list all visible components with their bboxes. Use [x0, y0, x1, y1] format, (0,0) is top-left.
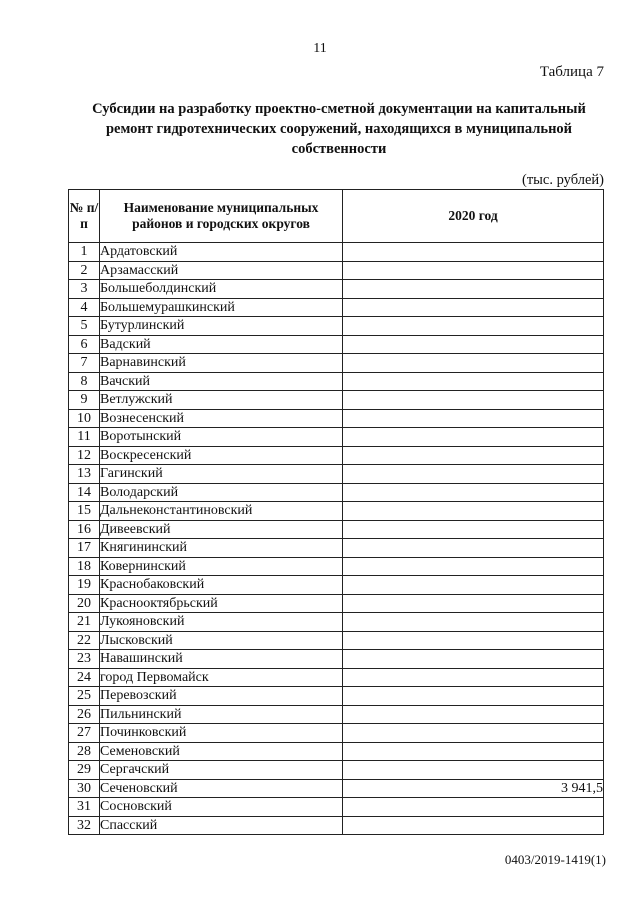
row-name: Спасский — [100, 816, 343, 835]
row-value — [343, 502, 604, 521]
row-number: 27 — [69, 724, 100, 743]
row-number: 24 — [69, 668, 100, 687]
row-name: Вадский — [100, 335, 343, 354]
row-name: Воротынский — [100, 428, 343, 447]
row-value: 3 941,5 — [343, 779, 604, 798]
row-number: 2 — [69, 261, 100, 280]
row-value — [343, 465, 604, 484]
table-row — [69, 298, 604, 317]
row-number: 23 — [69, 650, 100, 669]
row-value — [343, 631, 604, 650]
table-row — [69, 816, 604, 835]
table-header-row — [69, 190, 604, 243]
row-value — [343, 428, 604, 447]
row-value — [343, 557, 604, 576]
row-name: Починковский — [100, 724, 343, 743]
row-value — [343, 650, 604, 669]
row-value — [343, 483, 604, 502]
table-row — [69, 354, 604, 373]
row-value — [343, 298, 604, 317]
table-row — [69, 335, 604, 354]
row-name: Перевозский — [100, 687, 343, 706]
table-row — [69, 650, 604, 669]
row-name: Дальнеконстантиновский — [100, 502, 343, 521]
row-number: 32 — [69, 816, 100, 835]
units-label: (тыс. рублей) — [522, 172, 604, 188]
row-number: 19 — [69, 576, 100, 595]
row-name: Воскресенский — [100, 446, 343, 465]
row-value — [343, 668, 604, 687]
row-value — [343, 761, 604, 780]
row-value — [343, 520, 604, 539]
table-row — [69, 502, 604, 521]
row-name: Сеченовский — [100, 779, 343, 798]
table-row — [69, 779, 604, 798]
row-number: 22 — [69, 631, 100, 650]
row-value — [343, 446, 604, 465]
row-number: 29 — [69, 761, 100, 780]
table-row — [69, 742, 604, 761]
row-name: Ардатовский — [100, 243, 343, 262]
row-name: Семеновский — [100, 742, 343, 761]
row-value — [343, 317, 604, 336]
page-number: 11 — [313, 41, 327, 56]
row-value — [343, 243, 604, 262]
row-value — [343, 816, 604, 835]
row-name: Вачский — [100, 372, 343, 391]
row-number: 8 — [69, 372, 100, 391]
row-name: город Первомайск — [100, 668, 343, 687]
header-num: № п/п — [69, 190, 100, 243]
row-number: 25 — [69, 687, 100, 706]
row-name: Ветлужский — [100, 391, 343, 410]
header-name: Наименование муниципальных районов и городских округов — [100, 190, 343, 243]
row-name: Большемурашкинский — [100, 298, 343, 317]
table-row — [69, 261, 604, 280]
row-number: 28 — [69, 742, 100, 761]
row-value — [343, 594, 604, 613]
table-row — [69, 446, 604, 465]
row-name: Арзамасский — [100, 261, 343, 280]
table-row — [69, 465, 604, 484]
row-number: 7 — [69, 354, 100, 373]
row-number: 16 — [69, 520, 100, 539]
row-value — [343, 705, 604, 724]
row-number: 6 — [69, 335, 100, 354]
header-year: 2020 год — [343, 190, 604, 243]
row-name: Ковернинский — [100, 557, 343, 576]
row-name: Пильнинский — [100, 705, 343, 724]
row-value — [343, 576, 604, 595]
row-number: 21 — [69, 613, 100, 632]
table-row — [69, 687, 604, 706]
table-row — [69, 372, 604, 391]
row-number: 20 — [69, 594, 100, 613]
row-number: 26 — [69, 705, 100, 724]
row-name: Бутурлинский — [100, 317, 343, 336]
row-number: 5 — [69, 317, 100, 336]
row-number: 4 — [69, 298, 100, 317]
row-name: Варнавинский — [100, 354, 343, 373]
table-row — [69, 576, 604, 595]
row-name: Дивеевский — [100, 520, 343, 539]
row-name: Сергачский — [100, 761, 343, 780]
row-number: 15 — [69, 502, 100, 521]
row-name: Лысковский — [100, 631, 343, 650]
table-row — [69, 557, 604, 576]
row-value — [343, 391, 604, 410]
row-value — [343, 372, 604, 391]
row-value — [343, 261, 604, 280]
row-number: 1 — [69, 243, 100, 262]
row-number: 11 — [69, 428, 100, 447]
table-row — [69, 317, 604, 336]
table-row — [69, 520, 604, 539]
table-row — [69, 539, 604, 558]
table-row — [69, 409, 604, 428]
row-value — [343, 687, 604, 706]
row-value — [343, 798, 604, 817]
table-row — [69, 391, 604, 410]
row-number: 13 — [69, 465, 100, 484]
row-value — [343, 354, 604, 373]
row-name: Княгининский — [100, 539, 343, 558]
row-number: 18 — [69, 557, 100, 576]
table-row — [69, 705, 604, 724]
row-name: Гагинский — [100, 465, 343, 484]
row-value — [343, 280, 604, 299]
table-row — [69, 613, 604, 632]
row-value — [343, 724, 604, 743]
row-value — [343, 335, 604, 354]
row-name: Краснооктябрьский — [100, 594, 343, 613]
table-row — [69, 280, 604, 299]
table-row — [69, 243, 604, 262]
row-number: 3 — [69, 280, 100, 299]
table-row — [69, 483, 604, 502]
table-row — [69, 428, 604, 447]
row-name: Сосновский — [100, 798, 343, 817]
row-name: Володарский — [100, 483, 343, 502]
row-value — [343, 613, 604, 632]
row-name: Вознесенский — [100, 409, 343, 428]
table-caption: Таблица 7 — [539, 64, 604, 80]
table-row — [69, 631, 604, 650]
row-number: 10 — [69, 409, 100, 428]
row-number: 30 — [69, 779, 100, 798]
row-name: Большеболдинский — [100, 280, 343, 299]
row-number: 14 — [69, 483, 100, 502]
table-row — [69, 668, 604, 687]
row-name: Лукояновский — [100, 613, 343, 632]
subsidy-table — [68, 189, 604, 835]
row-number: 31 — [69, 798, 100, 817]
document-title: Субсидии на разработку проектно-сметной документации на капитальный ремонт гидротехнических сооружений, находящихся в муниципальной собственности — [92, 101, 586, 157]
row-number: 17 — [69, 539, 100, 558]
table-row — [69, 798, 604, 817]
row-value — [343, 742, 604, 761]
row-name: Краснобаковский — [100, 576, 343, 595]
table-row — [69, 761, 604, 780]
row-number: 12 — [69, 446, 100, 465]
table-body — [69, 243, 604, 835]
table-row — [69, 724, 604, 743]
table-row — [69, 594, 604, 613]
row-value — [343, 409, 604, 428]
row-number: 9 — [69, 391, 100, 410]
document-code: 0403/2019-1419(1) — [504, 852, 606, 867]
row-value — [343, 539, 604, 558]
row-name: Навашинский — [100, 650, 343, 669]
